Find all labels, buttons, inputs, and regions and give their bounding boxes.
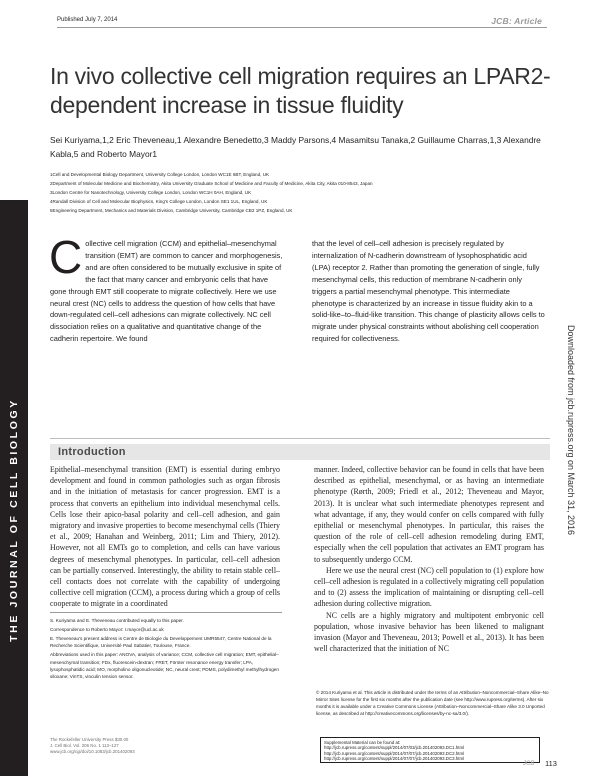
body-column-left <box>50 464 280 610</box>
publisher-info <box>50 737 250 755</box>
article-title: In vivo collective cell migration requires an LPAR2-dependent increase in tissue fluidity <box>50 63 551 118</box>
section-divider <box>50 438 550 439</box>
doi-link[interactable]: www.jcb.org/cgi/doi/10.1083/jcb.201402093 <box>50 749 135 754</box>
section-heading-bar <box>50 444 550 460</box>
header-divider <box>57 27 547 28</box>
publisher-line: The Rockefeller University Press $30.00 <box>50 737 129 742</box>
affiliation-item: 2Department of Molecular Medicine and Biochemistry, Akita University Graduate School of Medicine and Faculty of Medicine, Akita City, Akita 010-8543, Japan <box>50 181 373 186</box>
footnote-abbreviations: Abbreviations used in this paper: ANOVA, analysis of variance; CCM, collective cell migration; EMT, epithelial–mesenchymal transition; FDx, fluorescein-dextran; FRET, Förster resonance energy transfer; LPA, lysophosphatidic acid; MO, morpholino oligonucleotide; NC, neural crest; PDMS, polydimethyl methylhydrogen siloxane; VinTS, vinculin tension sensor. <box>50 652 280 680</box>
body-column-right <box>314 464 544 654</box>
footnote-equal-contribution: S. Kuriyama and E. Theveneau contributed equally to this paper. <box>50 618 184 623</box>
footer-brand: JCB <box>523 761 535 767</box>
journal-brand: JCB: Article <box>491 16 542 26</box>
paragraph: manner. Indeed, collective behavior can be found in cells that have been described as epithelial, mesenchymal, or as having an intermediate phenotype (Rørth, 2009; Friedl et al., 2012; Theveneau and Mayor, 2013). It is unclear what such intermediate phenotypes represent and what advantage, if any, they would confer on cells compared with fully epithelial or mesenchymal phenotypes. In particular, this raises the question of the role of cell–cell adhesion remodeling during EMT, especially when the cell population that activates an EMT program has to subsequently undergo CCM. <box>314 465 544 564</box>
page-number: 113 <box>545 759 557 768</box>
abstract-column-left <box>49 231 283 345</box>
paragraph: NC cells are a highly migratory and multipotent embryonic cell population, whose invasive behavior has been likened to malignant invasion (Mayor and Theveneau, 2013; Powell et al., 2013). It has been well characterized that the initiation of NC <box>314 610 544 654</box>
affiliation-item: 1Cell and Developmental Biology Department, University College London, London WC1E 6BT, England, UK <box>50 172 270 177</box>
supplemental-link[interactable]: http://jcb.rupress.org/content/suppl/2014/07/07/jcb.201402093.DC3.html <box>324 756 465 762</box>
drop-cap: C <box>49 231 83 283</box>
affiliation-item: 4Randall Division of Cell and Molecular Biophysics, King's College London, London SE1 1UL, England, UK <box>50 199 268 204</box>
paragraph: Here we use the neural crest (NC) cell population to (1) explore how cell–cell adhesion is regulated in a collectively migrating cell population and to (2) assess the implication of maintaining or disrupting cell–cell adhesion during collective migration. <box>314 565 544 609</box>
footnote-correspondence: Correspondence to Roberto Mayor: r.mayor@ucl.ac.uk <box>50 626 164 632</box>
brand-section: Article <box>514 16 542 26</box>
supplemental-link[interactable]: http://jcb.rupress.org/content/suppl/2014/07/03/jcb.201402093.DC1.html <box>324 745 465 751</box>
footnotes <box>50 617 282 682</box>
affiliation-item: 5Engineering Department, Mechanics and Materials Division, Cambridge University, Cambridge CB2 1PZ, England, UK <box>50 208 293 213</box>
footnote-present-address: E. Theveneau's present address is Centre de Biologie du Developpement UMR5547, Centre National de la Recherche Scientifique, Université Paul Sabatier, Toulouse, France. <box>50 635 272 649</box>
brand-abbrev: JCB <box>491 16 509 26</box>
abstract-text-left: ollective cell migration (CCM) and epithelial–mesenchymal transition (EMT) are common to cancer and morphogenesis, and are often considered to be mutually exclusive in spite of the fact that many cancer and embryonic cells that have gone through EMT still cooperate to migrate collectively. Here we use neural crest (NC) cells to address the question of how cells that have down-regulated cell–cell adhesions can migrate collectively. NC cell dissociation relies on a qualitative and quantitative change of the cadherin repertoire. We found <box>50 239 283 344</box>
supplemental-link[interactable]: http://jcb.rupress.org/content/suppl/2014/07/07/jcb.201402093.DC2.html <box>324 750 465 756</box>
abstract-column-right: that the level of cell–cell adhesion is precisely regulated by internalization of N-cadherin downstream of lysophosphatidic acid (LPA) receptor 2. Rather than promoting the generation of single, fully mesenchymal cells, this reduction of membrane N-cadherin only triggers a partial mesenchymal phenotype. This intermediate phenotype is characterized by an increase in tissue fluidity akin to a solid-like–to–fluid-like transition. This change of plasticity allows cells to migrate under physical constraints without abolishing cell cooperation required for collectiveness. <box>312 239 545 344</box>
affiliations <box>50 170 570 215</box>
download-watermark: Downloaded from jcb.rupress.org on March 31, 2016 <box>566 324 576 536</box>
supplemental-box <box>320 737 540 763</box>
citation-line: J. Cell Biol. Vol. 206 No. 1 113–127 <box>50 743 119 748</box>
supplemental-label: Supplemental Material can be found at: <box>324 740 401 745</box>
author-list: Sei Kuriyama,1,2 Eric Theveneau,1 Alexandre Benedetto,3 Maddy Parsons,4 Masamitsu Tanaka,2 Guillaume Charras,1,3 Alexandre Kabla,5 and Roberto Mayor1 <box>50 135 541 159</box>
footnote-divider <box>50 612 282 613</box>
published-date: Published July 7, 2014 <box>57 17 118 23</box>
journal-name-vertical: THE JOURNAL OF CELL BIOLOGY <box>8 398 20 642</box>
paragraph: Epithelial–mesenchymal transition (EMT) is essential during embryo development and found in common pathologies such as organ fibrosis and in the initiation of metastasis for cancer progression. EMT is a process that converts an epithelium into individual mesenchymal cells. Cells lose their apico-basal polarity and cell–cell adhesion, and gain migratory and invasive properties to become mesenchymal cells (Thiery et al., 2009; Hanahan and Weinberg, 2011; Lim and Thiery, 2012). However, not all EMTs go to completion, and cells can have various degrees of mesenchymal phenotypes. In particular, cell–cell adhesion can be partially conserved. Interestingly, the ability to retain stable cell–cell contacts does not correlate with the capability of undergoing collective cell migration (CCM), a process during which a group of cells cooperate to migrate in a coordinated <box>50 465 280 609</box>
license-notice: © 2014 Kuriyama et al. This article is distributed under the terms of an Attribution–Noncommercial–Share Alike–No Mirror Sites license for the first six months after the publication date (see http://www.rupress.org/terms). After six months it is available under a Creative Commons License (Attribution–Noncommercial–Share Alike 3.0 Unported license, as described at http://creativecommons.org/licenses/by-nc-sa/3.0/). <box>316 690 549 716</box>
affiliation-item: 3London Centre for Nanotechnology, University College London, London WC1H 0AH, England, UK <box>50 190 252 195</box>
section-heading: Introduction <box>58 446 126 458</box>
